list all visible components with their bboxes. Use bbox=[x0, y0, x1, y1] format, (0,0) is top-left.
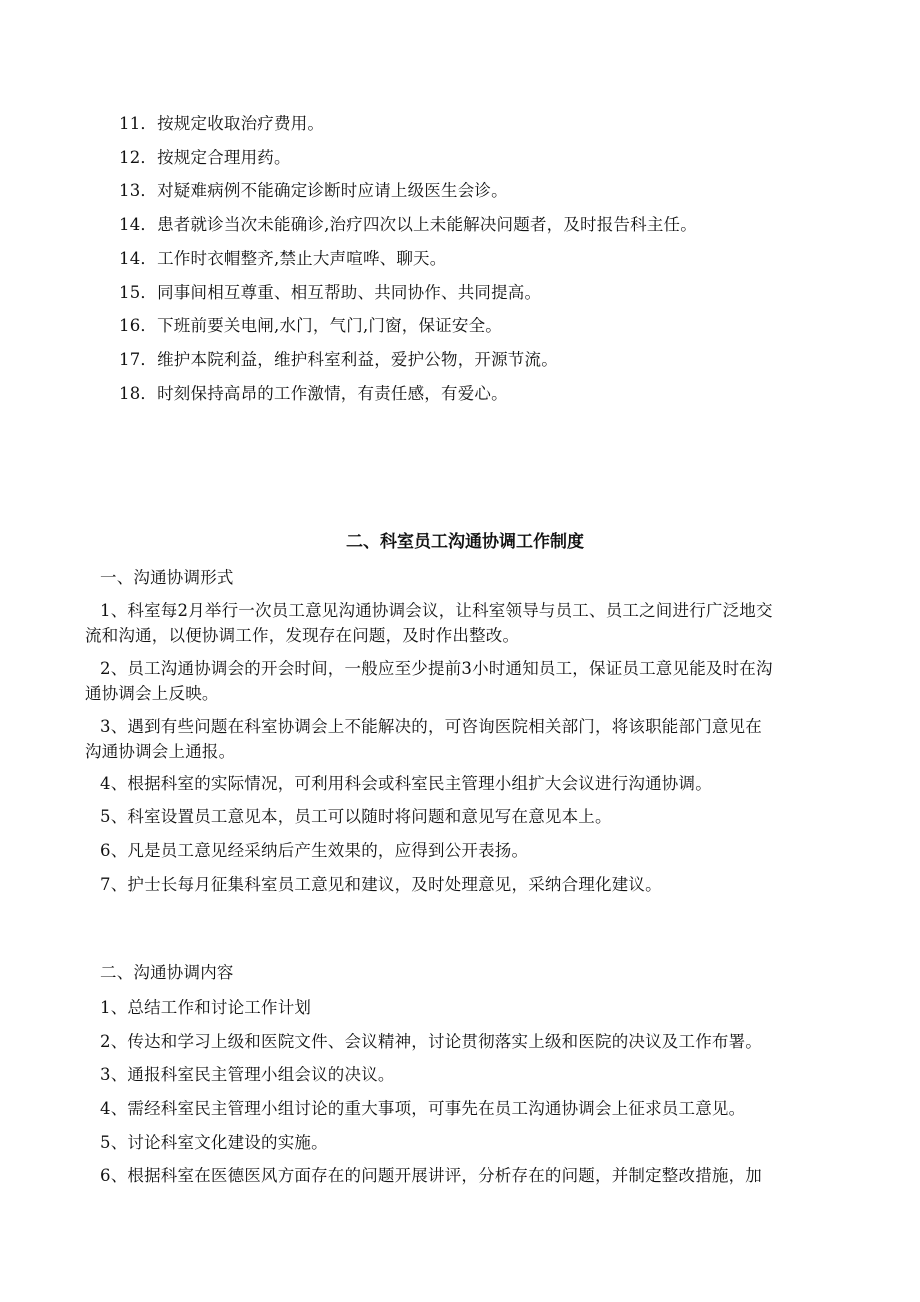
rule-item: 11．按规定收取治疗费用。 bbox=[119, 114, 325, 133]
rule-item: 12．按规定合理用药。 bbox=[119, 148, 291, 167]
part1-item-continuation: 流和沟通，以便协调工作，发现存在问题，及时作出整改。 bbox=[85, 626, 520, 645]
part1-item: 2、员工沟通协调会的开会时间，一般应至少提前3小时通知员工，保证员工意见能及时在沟 bbox=[100, 659, 773, 678]
part1-item: 5、科室设置员工意见本，员工可以随时将问题和意见写在意见本上。 bbox=[100, 807, 612, 826]
part1-item: 6、凡是员工意见经采纳后产生效果的，应得到公开表扬。 bbox=[100, 841, 529, 860]
part1-item: 7、护士长每月征集科室员工意见和建议，及时处理意见，采纳合理化建议。 bbox=[100, 875, 662, 894]
part1-item-continuation: 沟通协调会上通报。 bbox=[85, 742, 236, 761]
part2-item: 3、通报科室民主管理小组会议的决议。 bbox=[100, 1065, 395, 1084]
part2-item: 5、讨论科室文化建设的实施。 bbox=[100, 1133, 328, 1152]
section-title: 二、科室员工沟通协调工作制度 bbox=[346, 532, 584, 552]
rule-item: 13．对疑难病例不能确定诊断时应请上级医生会诊。 bbox=[119, 181, 508, 200]
part2-title: 二、沟通协调内容 bbox=[100, 963, 234, 982]
part2-item: 2、传达和学习上级和医院文件、会议精神，讨论贯彻落实上级和医院的决议及工作布署。 bbox=[100, 1032, 762, 1051]
rule-item: 14．工作时衣帽整齐,禁止大声喧哗、聊天。 bbox=[119, 249, 447, 268]
rule-item: 15．同事间相互尊重、相互帮助、共同协作、共同提高。 bbox=[119, 283, 542, 302]
rule-item: 16．下班前要关电闸,水门，气门,门窗，保证安全。 bbox=[119, 316, 502, 335]
part1-title: 一、沟通协调形式 bbox=[100, 568, 234, 587]
part2-item: 1、总结工作和讨论工作计划 bbox=[100, 998, 312, 1017]
part1-item: 4、根据科室的实际情况，可利用科会或科室民主管理小组扩大会议进行沟通协调。 bbox=[100, 774, 712, 793]
rule-item: 18．时刻保持高昂的工作激情，有责任感，有爱心。 bbox=[119, 384, 508, 403]
part2-item: 6、根据科室在医德医风方面存在的问题开展讲评，分析存在的问题，并制定整改措施，加 bbox=[100, 1166, 762, 1185]
part1-item-continuation: 通协调会上反映。 bbox=[85, 684, 219, 703]
part1-item: 3、遇到有些问题在科室协调会上不能解决的，可咨询医院相关部门，将该职能部门意见在 bbox=[100, 717, 762, 736]
part2-item: 4、需经科室民主管理小组讨论的重大事项，可事先在员工沟通协调会上征求员工意见。 bbox=[100, 1099, 746, 1118]
part1-item: 1、科室每2月举行一次员工意见沟通协调会议，让科室领导与员工、员工之间进行广泛地交 bbox=[100, 601, 773, 620]
rule-item: 14．患者就诊当次未能确诊,治疗四次以上未能解决问题者，及时报告科主任。 bbox=[119, 215, 697, 234]
rule-item: 17．维护本院利益，维护科室利益，爱护公物，开源节流。 bbox=[119, 350, 558, 369]
